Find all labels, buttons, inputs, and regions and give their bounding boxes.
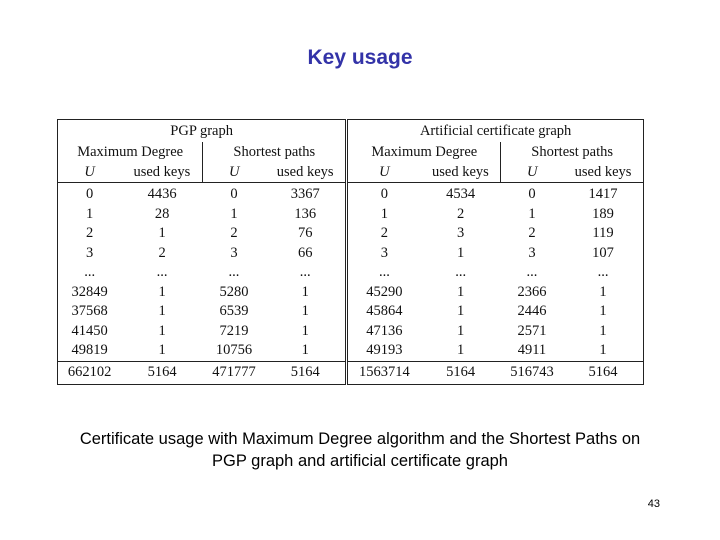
table-cell: 136 <box>265 205 347 225</box>
column-header: U <box>347 162 421 183</box>
table-cell: 2 <box>457 205 465 222</box>
table-cell: 49819 <box>58 341 122 361</box>
table-cell: 10756 <box>215 342 253 359</box>
table-cell: 32849 <box>58 283 122 303</box>
table-cell: 119 <box>563 224 643 244</box>
total-cell: 5164 <box>420 361 500 384</box>
table-cell: 1 <box>158 303 166 320</box>
table-cell: 1 <box>265 302 347 322</box>
table-body <box>58 183 644 362</box>
table-cell: 1 <box>230 205 238 222</box>
total-cell: 662102 <box>58 361 122 384</box>
total-cell: 1563714 <box>347 361 421 384</box>
table-row-ellipsis <box>58 263 644 283</box>
table-cell: ... <box>455 264 467 281</box>
column-header: used keys <box>563 162 643 183</box>
total-cell: 471777 <box>203 361 265 384</box>
table-cell: 45290 <box>366 283 403 300</box>
total-cell: 5164 <box>121 361 203 384</box>
table-cell: 1 <box>563 341 643 361</box>
table-cell: 0 <box>58 183 122 205</box>
page-number: 43 <box>647 498 660 510</box>
sub-header-art-max-degree: Maximum Degree <box>347 142 501 162</box>
column-header: U <box>501 162 563 183</box>
table-cell: 2 <box>230 225 238 242</box>
table-cell: 1 <box>457 342 465 359</box>
table-cell: 107 <box>563 244 643 264</box>
key-usage-table <box>57 119 644 385</box>
table-cell: 76 <box>265 224 347 244</box>
table-cell: 1 <box>158 283 166 300</box>
group-header-pgp: PGP graph <box>58 120 347 143</box>
column-header: used keys <box>121 162 203 183</box>
sub-header-art-shortest-paths: Shortest paths <box>501 142 644 162</box>
table-row <box>58 322 644 342</box>
table-cell: 3 <box>58 244 122 264</box>
table-cell: 1 <box>158 225 166 242</box>
table-cell: 37568 <box>58 302 122 322</box>
table-cell: 5280 <box>219 283 249 300</box>
sub-header-pgp-shortest-paths: Shortest paths <box>203 142 347 162</box>
table-cell: 1417 <box>563 183 643 205</box>
table-cell: 2446 <box>517 303 547 320</box>
table-cell: 4436 <box>147 186 177 203</box>
table-cell: 1 <box>265 322 347 342</box>
table-caption <box>30 428 690 472</box>
column-header: U <box>58 162 122 183</box>
table-cell: 3367 <box>265 183 347 205</box>
table-row <box>58 302 644 322</box>
table-cell: 1 <box>58 205 122 225</box>
table-row <box>58 224 644 244</box>
table-cell: 4534 <box>446 186 476 203</box>
table-cell: 2366 <box>517 283 547 300</box>
total-cell: 5164 <box>563 361 643 384</box>
table-cell: 2 <box>58 224 122 244</box>
table-cell: 28 <box>154 205 170 222</box>
table-cell: 3 <box>380 244 388 261</box>
table-cell: ... <box>156 264 168 281</box>
total-cell: 5164 <box>265 361 347 384</box>
table-cell: 1 <box>265 283 347 303</box>
table-row <box>58 283 644 303</box>
table-cell: 6539 <box>219 303 249 320</box>
table-cell: 0 <box>230 186 238 203</box>
sub-header-pgp-max-degree: Maximum Degree <box>58 142 203 162</box>
table-cell: 7219 <box>219 322 249 339</box>
table-cell: 1 <box>457 244 465 261</box>
table-row <box>58 205 644 225</box>
table-cell: ... <box>58 263 122 283</box>
table-cell: 1 <box>457 322 465 339</box>
group-header-row <box>58 120 644 143</box>
table-cell: 66 <box>265 244 347 264</box>
table-cell: ... <box>378 264 390 281</box>
table-cell: 45864 <box>366 303 403 320</box>
table-cell: 189 <box>563 205 643 225</box>
table-cell: 3 <box>457 225 465 242</box>
table-cell: ... <box>563 263 643 283</box>
table-row <box>58 183 644 205</box>
table-cell: 0 <box>528 186 536 203</box>
table-cell: 2 <box>380 225 388 242</box>
caption-line-2: PGP graph and artificial certificate graph <box>212 452 508 470</box>
slide-title: Key usage <box>307 46 413 69</box>
table-cell: 1 <box>457 283 465 300</box>
table-cell: 1 <box>158 342 166 359</box>
group-header-artificial: Artificial certificate graph <box>347 120 644 143</box>
table-cell: 1 <box>380 205 388 222</box>
column-header-row <box>58 162 644 183</box>
table-cell: 1 <box>563 322 643 342</box>
column-header: used keys <box>265 162 347 183</box>
table-cell: ... <box>228 264 240 281</box>
column-header: U <box>203 162 265 183</box>
total-cell: 516743 <box>501 361 563 384</box>
table-cell: 4911 <box>517 342 547 359</box>
sub-header-row <box>58 142 644 162</box>
column-header: used keys <box>420 162 500 183</box>
table-cell: 1 <box>563 283 643 303</box>
table-cell: 1 <box>528 205 536 222</box>
table-cell: 3 <box>528 244 536 261</box>
caption-line-1: Certificate usage with Maximum Degree algorithm and the Shortest Paths on <box>79 430 641 448</box>
table-cell: 49193 <box>366 342 403 359</box>
table-row <box>58 341 644 361</box>
table-cell: 47136 <box>366 322 403 339</box>
table-cell: 0 <box>380 186 388 203</box>
table-cell: 1 <box>158 322 166 339</box>
key-usage-table-container <box>57 119 644 385</box>
table-cell: 2571 <box>517 322 547 339</box>
table-cell: ... <box>526 264 538 281</box>
table-cell: 1 <box>457 303 465 320</box>
table-cell: 3 <box>230 244 238 261</box>
table-cell: 2 <box>528 225 536 242</box>
totals-row <box>58 361 644 384</box>
table-cell: 41450 <box>58 322 122 342</box>
table-cell: 1 <box>265 341 347 361</box>
table-cell: 2 <box>158 244 166 261</box>
table-cell: 1 <box>563 302 643 322</box>
table-cell: ... <box>265 263 347 283</box>
table-row <box>58 244 644 264</box>
